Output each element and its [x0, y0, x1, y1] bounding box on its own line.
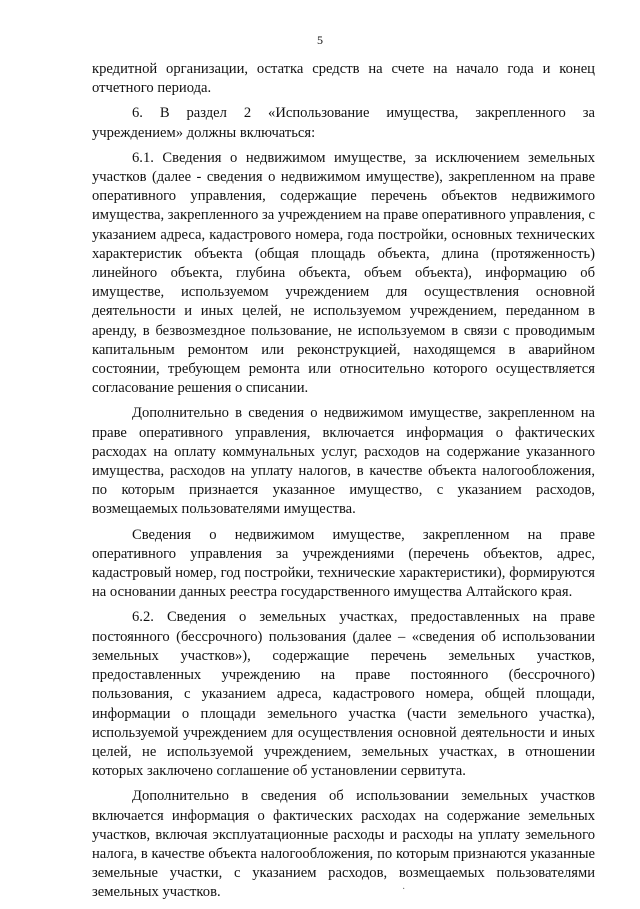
paragraph-section-6: 6. В раздел 2 «Использование имущества, закрепленного за учреждением» должны включаться: — [92, 105, 595, 141]
paragraph-6-2: 6.2. Сведения о земельных участках, предоставленных на праве постоянного (бессрочного) пользования (далее – «сведения об использовании земельных участков»), содержащие перечень земельных участков, предоставленных учреждению на праве постоянного (бессрочного) пользования, с указанием адреса, кадастрового номера, общей площади, информации о площади земельного участка (части земельного участка), используемой учреждением для осуществления основной деятельности и иных целей, не используемой учреждением, земельных участках, в отношении которых заключено соглашение об установлении сервитута. — [92, 609, 595, 780]
page-number: 5 — [317, 33, 323, 47]
paragraph-6-1: 6.1. Сведения о недвижимом имуществе, за исключением земельных участков (далее - сведения о недвижимом имуществе), закрепленном на праве оперативного управления, содержащие перечень объектов недвижимого имущества, закрепленного за учреждением на праве оперативного управления, с указанием адреса, кадастрового номера, года постройки, основных технических характеристик объекта (общая площадь объекта, длина (протяженность) линейного объекта, глубина объекта, объем объекта), информацию об имуществе, используемом учреждением для осуществления основной деятельности и иных целей, не используемом учреждением, переданном в аренду, в безвозмездное пользование, не используемом в связи с проводимым капитальным ремонтом или реконструкцией, находящемся в аварийном состоянии, требующем ремонта или относительно которого осуществляется согласование решения о списании. — [92, 149, 595, 397]
paragraph-continuation: кредитной организации, остатка средств на счете на начало года и конец отчетного периода. — [92, 61, 595, 97]
scan-speck: · — [402, 884, 406, 895]
paragraph-6-1-additional: Дополнительно в сведения о недвижимом имуществе, закрепленном на праве оперативного управления, включается информация о фактических расходах на оплату коммунальных услуг, расходов на содержание указанного имущества, расходов на уплату налогов, в качестве объекта налогообложения, по которым признается указанное имущество, с указанием расходов, возмещаемых пользователями имущества. — [92, 405, 595, 518]
paragraph-6-1-registry: Сведения о недвижимом имуществе, закрепленном на праве оперативного управления за учреждениями (перечень объектов, адрес, кадастровый номер, год постройки, технические характеристики), формируются на основании данных реестра государственного имущества Алтайского края. — [92, 526, 595, 601]
document-body — [92, 60, 595, 909]
paragraph-6-2-additional: Дополнительно в сведения об использовании земельных участков включается информация о фактических расходах на содержание земельных участков, включая эксплуатационные расходы и расходы на уплату земельного налога, в качестве объекта налогообложения, по которым признаются указанные земельные участки, с указанием расходов, возмещаемых пользователями земельных участков. — [92, 788, 595, 901]
